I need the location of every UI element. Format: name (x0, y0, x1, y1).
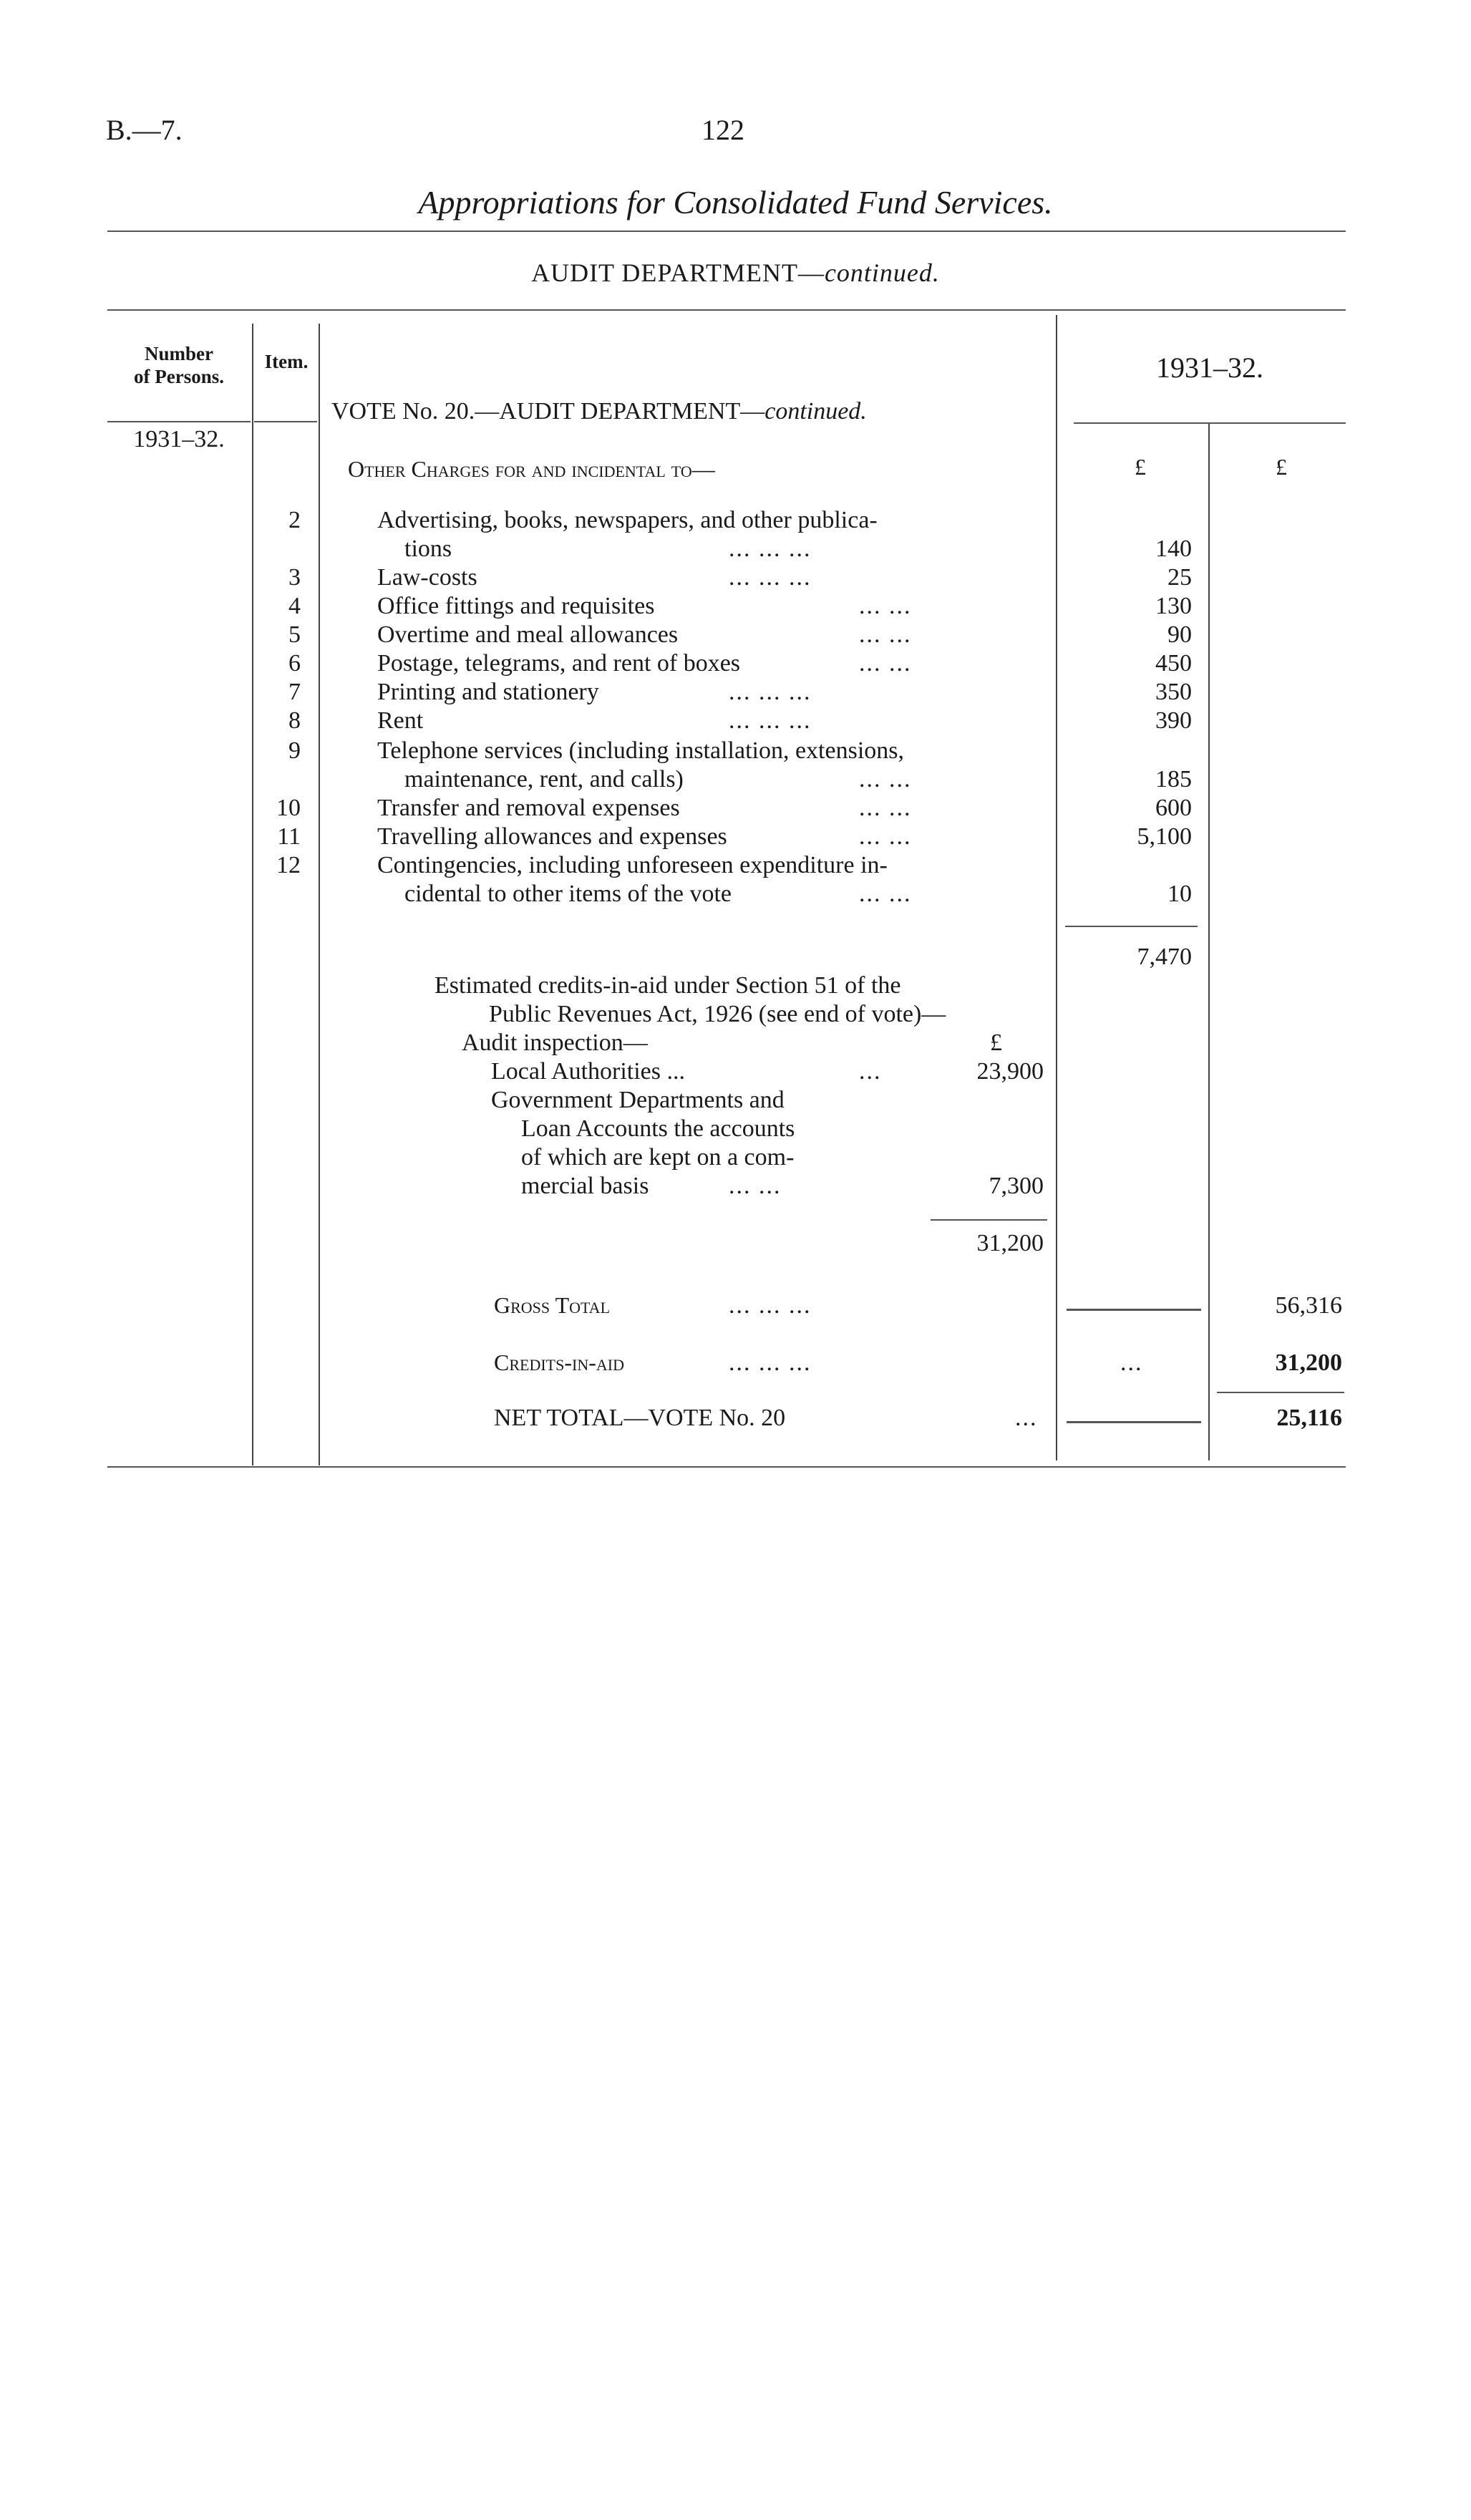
item-description: Law-costs (377, 564, 477, 591)
leader-dots: ... ... (859, 766, 912, 793)
pound-sign-total: £ (1276, 454, 1287, 480)
item-description-continued: tions (404, 536, 452, 562)
item-description: Printing and stationery (377, 679, 599, 705)
item-amount: 10 (1167, 881, 1192, 907)
subtotal-rule (1065, 926, 1198, 927)
pound-sign-amount: £ (1135, 454, 1146, 480)
items-subtotal: 7,470 (1137, 944, 1192, 970)
item-number: 12 (276, 852, 301, 878)
page-number: 122 (701, 114, 744, 146)
item-description: Telephone services (including installation, extensions, (377, 737, 904, 764)
item-description-continued: maintenance, rent, and calls) (404, 766, 684, 793)
gross-total-amount-dash (1067, 1309, 1201, 1311)
item-amount: 25 (1167, 564, 1192, 591)
government-departments-label: Government Departments and (491, 1087, 785, 1113)
persons-year: 1931–32. (133, 426, 225, 452)
item-description-continued: cidental to other items of the vote (404, 881, 732, 907)
leader-dots: ... ... ... (729, 564, 812, 591)
item-amount: 600 (1155, 795, 1192, 821)
audit-inspection-label: Audit inspection— (462, 1029, 648, 1056)
item-amount: 130 (1155, 593, 1192, 619)
item-number: 9 (288, 737, 301, 764)
leader-dots: ... ... ... (729, 707, 812, 734)
item-description: Postage, telegrams, and rent of boxes (377, 650, 741, 677)
government-departments-label-continued: mercial basis (521, 1173, 649, 1199)
item-number: 10 (276, 795, 301, 821)
title-rule (107, 231, 1346, 232)
item-amount: 350 (1155, 679, 1192, 705)
credits-description-continued: Public Revenues Act, 1926 (see end of vote)— (489, 1001, 946, 1027)
local-authorities-label: Local Authorities ... (491, 1058, 686, 1085)
net-total-rule (1217, 1392, 1344, 1393)
government-departments-amount: 7,300 (989, 1173, 1044, 1199)
credits-description: Estimated credits-in-aid under Section 51 of the (434, 972, 901, 999)
item-number: 6 (288, 650, 301, 677)
item-header-rule (254, 421, 317, 422)
item-amount: 90 (1167, 621, 1192, 648)
net-total-label: NET TOTAL—VOTE No. 20 (494, 1405, 786, 1431)
net-total-amount-dash (1067, 1421, 1201, 1423)
page-reference: B.—7. (106, 114, 183, 146)
item-number: 5 (288, 621, 301, 648)
vote-heading: VOTE No. 20.—AUDIT DEPARTMENT—continued. (331, 398, 867, 425)
leader-dots: ... ... (859, 823, 912, 850)
item-amount: 140 (1155, 536, 1192, 562)
item-number: 2 (288, 507, 301, 533)
leader-dots: ... ... (859, 593, 912, 619)
credits-total: 31,200 (976, 1230, 1044, 1256)
item-description: Office fittings and requisites (377, 593, 655, 619)
item-amount: 390 (1155, 707, 1192, 734)
year-header-rule (1074, 422, 1346, 424)
credits-in-aid-amount: 31,200 (1275, 1349, 1342, 1376)
table-bottom-rule (107, 1466, 1346, 1468)
section-heading: Other Charges for and incidental to— (348, 456, 715, 482)
item-description: Rent (377, 707, 424, 734)
item-number: 7 (288, 679, 301, 705)
credits-in-aid-label: Credits-in-aid (494, 1349, 624, 1375)
gross-total-label: Gross Total (494, 1292, 611, 1318)
leader-dots: ... (859, 1058, 882, 1085)
item-header: Item. (264, 351, 309, 372)
government-departments-label-continued: Loan Accounts the accounts (521, 1115, 795, 1142)
department-heading: AUDIT DEPARTMENT—continued. (531, 258, 940, 287)
item-amount: 450 (1155, 650, 1192, 677)
credits-total-rule (931, 1219, 1047, 1221)
item-description: Travelling allowances and expenses (377, 823, 727, 850)
credits-in-aid-amount-dots: ... (1120, 1349, 1143, 1376)
leader-dots: ... ... (859, 650, 912, 677)
col-divider-amount (1056, 315, 1057, 1460)
item-description: Contingencies, including unforeseen expenditure in- (377, 852, 888, 878)
leader-dots: ... ... ... (729, 679, 812, 705)
item-number: 8 (288, 707, 301, 734)
government-departments-label-continued: of which are kept on a com- (521, 1144, 795, 1171)
table-top-rule (107, 309, 1346, 311)
item-description: Transfer and removal expenses (377, 795, 680, 821)
credits-pound-sign: £ (990, 1029, 1002, 1056)
local-authorities-amount: 23,900 (976, 1058, 1044, 1085)
leader-dots: ... ... ... (729, 536, 812, 562)
page-title: Appropriations for Consolidated Fund Services. (418, 184, 1053, 220)
leader-dots: ... ... (859, 621, 912, 648)
item-number: 3 (288, 564, 301, 591)
item-description: Advertising, books, newspapers, and other publica- (377, 507, 878, 533)
item-description: Overtime and meal allowances (377, 621, 679, 648)
leader-dots: ... ... ... (729, 1349, 812, 1376)
item-number: 11 (277, 823, 301, 850)
col-divider-persons (252, 324, 253, 1465)
leader-dots: ... ... (729, 1173, 782, 1199)
persons-header-rule (107, 421, 251, 422)
leader-dots: ... (1015, 1405, 1038, 1431)
year-header: 1931–32. (1156, 352, 1263, 384)
leader-dots: ... ... ... (729, 1292, 812, 1319)
persons-header: Number of Persons. (134, 343, 224, 387)
leader-dots: ... ... (859, 881, 912, 907)
col-divider-item (319, 324, 320, 1465)
gross-total-amount: 56,316 (1275, 1292, 1342, 1319)
leader-dots: ... ... (859, 795, 912, 821)
col-divider-total (1208, 422, 1210, 1460)
net-total-amount: 25,116 (1276, 1405, 1342, 1431)
item-amount: 5,100 (1137, 823, 1192, 850)
item-number: 4 (288, 593, 301, 619)
item-amount: 185 (1155, 766, 1192, 793)
